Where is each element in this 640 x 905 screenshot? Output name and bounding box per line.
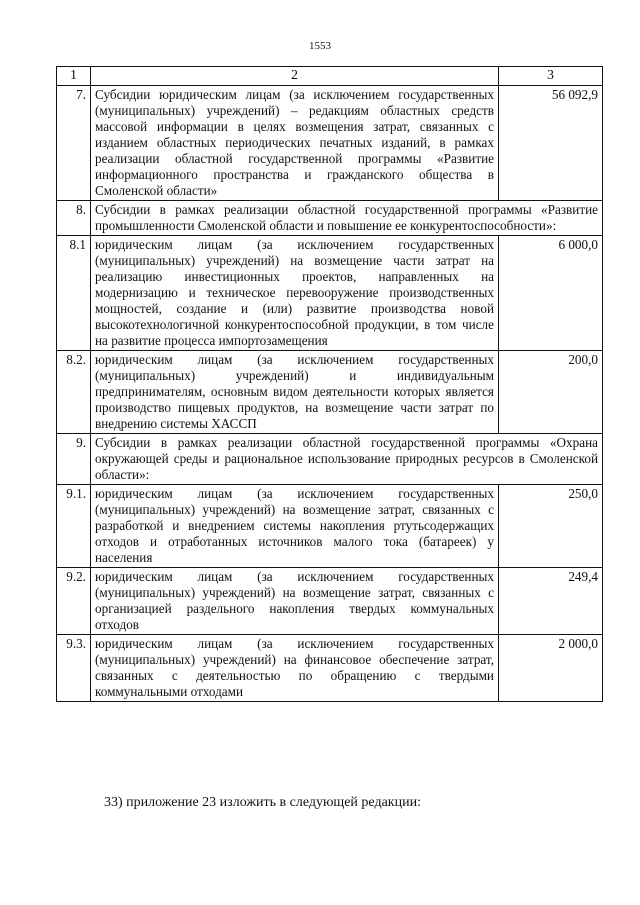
- row-amount: 2 000,0: [499, 635, 603, 702]
- section-description: Субсидии в рамках реализации областной государственной программы «Охрана окружающей среды и рациональное использование природных ресурсов в Смоленской области»:: [91, 434, 603, 485]
- table-row: [57, 568, 603, 635]
- row-description: юридическим лицам (за исключением государственных (муниципальных) учреждений) на возмещение затрат, связанных с организацией раздельного накопления твердых коммунальных отходов: [91, 568, 499, 635]
- row-number: 9.3.: [57, 635, 91, 702]
- row-description: юридическим лицам (за исключением государственных (муниципальных) учреждений) на финансовое обеспечение затрат, связанных с деятельностью по обращению с твердыми коммунальными отходами: [91, 635, 499, 702]
- row-number: 9.1.: [57, 485, 91, 568]
- subsidy-table: [56, 66, 603, 702]
- row-amount: 250,0: [499, 485, 603, 568]
- row-number: 9.2.: [57, 568, 91, 635]
- section-description: Субсидии в рамках реализации областной государственной программы «Развитие промышленности Смоленской области и повышение ее конкурентоспособности»:: [91, 201, 603, 236]
- table-row-section: [57, 201, 603, 236]
- column-header-3: 3: [499, 67, 603, 86]
- column-header-2: 2: [91, 67, 499, 86]
- row-description: юридическим лицам (за исключением государственных (муниципальных) учреждений) и индивидуальным предпринимателям, основным видом деятельности которых является производство пищевых продуктов, на возмещение части затрат по внедрению системы ХАССП: [91, 351, 499, 434]
- table-row: [57, 86, 603, 201]
- table-row: [57, 485, 603, 568]
- row-number: 9.: [57, 434, 91, 485]
- row-amount: 6 000,0: [499, 236, 603, 351]
- table-row: [57, 351, 603, 434]
- row-number: 8.2.: [57, 351, 91, 434]
- row-amount: 249,4: [499, 568, 603, 635]
- row-amount: 200,0: [499, 351, 603, 434]
- table-row-section: [57, 434, 603, 485]
- row-description: юридическим лицам (за исключением государственных (муниципальных) учреждений) на возмещение части затрат на реализацию инвестиционных проектов, направленных на модернизацию и техническое перевооружение производственных мощностей, создание и (или) развитие производства новой высокотехнологичной конкурентоспособной продукции, в том числе на развитие процесса импортозамещения: [91, 236, 499, 351]
- amendment-instruction: 33) приложение 23 изложить в следующей редакции:: [104, 795, 421, 810]
- table-header-row: [57, 67, 603, 86]
- page-number: 1553: [309, 40, 331, 52]
- row-number: 7.: [57, 86, 91, 201]
- row-amount: 56 092,9: [499, 86, 603, 201]
- row-description: юридическим лицам (за исключением государственных (муниципальных) учреждений) на возмещение затрат, связанных с разработкой и внедрением системы накопления ртутьсодержащих отходов и отработанных источников малого тока (батареек) у населения: [91, 485, 499, 568]
- row-number: 8.1: [57, 236, 91, 351]
- row-number: 8.: [57, 201, 91, 236]
- table-row: [57, 635, 603, 702]
- row-description: Субсидии юридическим лицам (за исключением государственных (муниципальных) учреждений) – редакциям областных средств массовой информации в целях возмещения затрат, связанных с изданием областных периодических печатных изданий, в рамках реализации областной государственной программы «Развитие информационного пространства и гражданского общества в Смоленской области»: [91, 86, 499, 201]
- column-header-1: 1: [57, 67, 91, 86]
- table-row: [57, 236, 603, 351]
